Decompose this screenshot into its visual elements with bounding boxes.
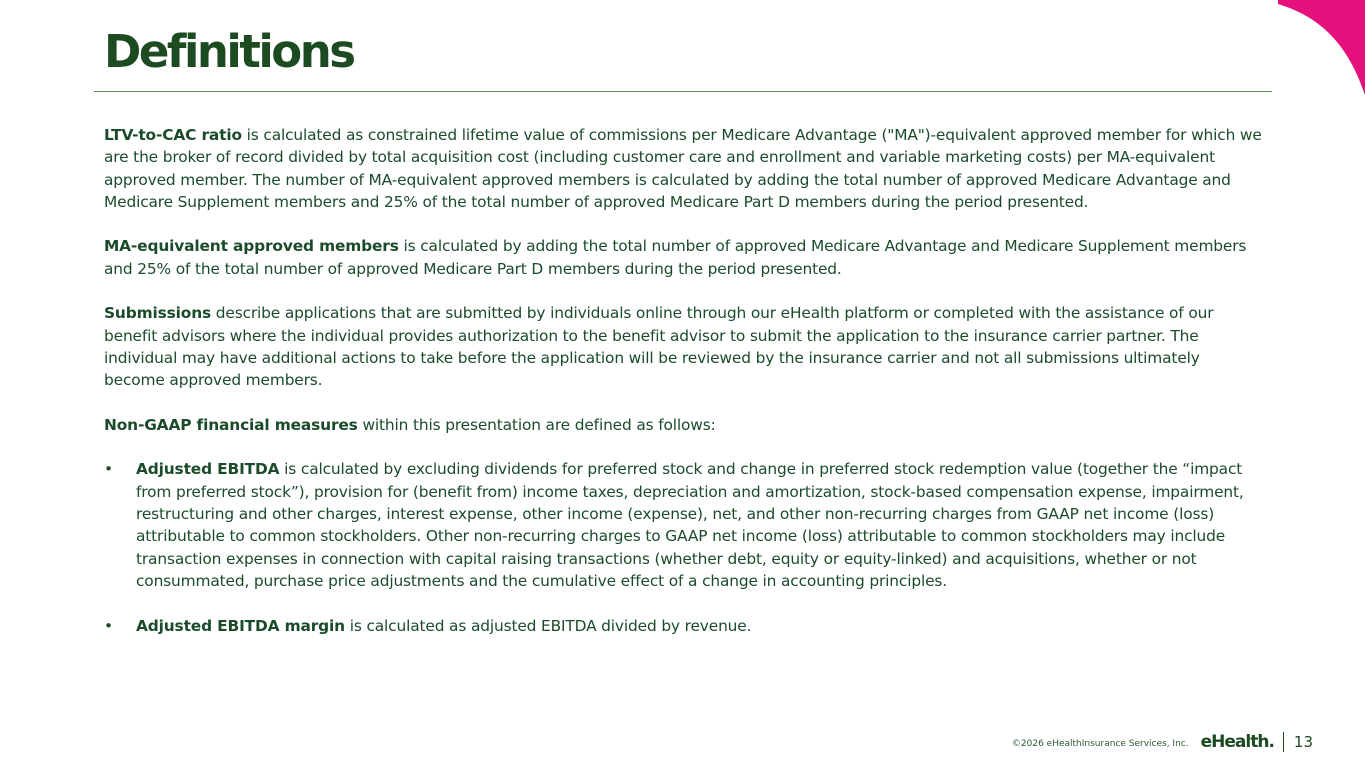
bullet-adjusted-ebitda xyxy=(104,458,1264,592)
corner-accent-shape xyxy=(1278,0,1365,95)
definition-text: is calculated as constrained lifetime value of commissions per Medicare Advantage ("MA")-equivalent approved member for which we are the broker of record divided by total acquisition cost (including customer care and enrollment and variable marketing costs) per MA-equivalent approved member. The number of MA-equivalent approved members is calculated by adding the total number of approved Medicare Advantage and Medicare Supplement members and 25% of the total number of approved Medicare Part D members during the period presented. xyxy=(104,126,1262,211)
definition-text: describe applications that are submitted by individuals online through our eHealth platform or completed with the assistance of our benefit advisors where the individual provides authorization to the benefit advisor to submit the application to the insurance carrier partner. The individual may have additional actions to take before the application will be reviewed by the insurance carrier and not all submissions ultimately become approved members. xyxy=(104,304,1214,390)
definition-term: MA-equivalent approved members xyxy=(104,237,399,256)
bullet-text: is calculated by excluding dividends for preferred stock and change in preferred stock redemption value (together the “impact from preferred stock”), provision for (benefit from) income taxes, depreciation and amortization, stock-based compensation expense, impairment, restructuring and other charges, interest expense, other income (expense), net, and other non-recurring charges from GAAP net income (loss) attributable to common stockholders. Other non-recurring charges to GAAP net income (loss) attributable to common stockholders may include transaction expenses in connection with capital raising transactions (whether debt, equity or equity-linked) and acquisitions, whether or not consummated, purchase price adjustments and the cumulative effect of a change in accounting principles. xyxy=(136,460,1244,590)
definition-non-gaap xyxy=(104,414,1264,436)
page-number: 13 xyxy=(1293,733,1313,751)
logo-prefix: e xyxy=(1200,732,1212,752)
footer xyxy=(1012,729,1313,755)
definitions-body xyxy=(104,124,1264,659)
definition-text: is calculated by adding the total number of approved Medicare Advantage and Medicare Supplement members and 25% of the total number of approved Medicare Part D members during the period presented. xyxy=(104,237,1247,278)
bullet-term: Adjusted EBITDA xyxy=(136,460,280,479)
bullet-marker: • xyxy=(104,460,113,479)
logo-main: Health xyxy=(1211,732,1269,752)
corner-accent-arc xyxy=(1270,0,1365,95)
copyright-notice: ©2026 eHealthInsurance Services, Inc. xyxy=(1011,739,1189,749)
definition-ltv-to-cac xyxy=(104,124,1264,213)
logo-mark: . xyxy=(1268,732,1274,752)
bullet-text: is calculated as adjusted EBITDA divided by revenue. xyxy=(344,616,752,635)
definition-ma-equivalent xyxy=(104,235,1264,280)
definition-text: within this presentation are defined as follows: xyxy=(357,415,716,434)
ehealth-logo xyxy=(1201,732,1274,752)
bullet-adjusted-ebitda-margin xyxy=(104,615,1264,637)
definition-term: Non-GAAP financial measures xyxy=(104,415,358,434)
non-gaap-list xyxy=(104,458,1264,636)
definition-term: LTV-to-CAC ratio xyxy=(104,126,242,144)
definition-submissions xyxy=(104,302,1264,391)
bullet-marker: • xyxy=(104,616,113,635)
title-divider xyxy=(94,91,1272,92)
footer-divider xyxy=(1283,732,1284,752)
definition-term: Submissions xyxy=(104,304,212,323)
page-title: Definitions xyxy=(104,25,354,78)
bullet-term: Adjusted EBITDA margin xyxy=(136,616,345,635)
